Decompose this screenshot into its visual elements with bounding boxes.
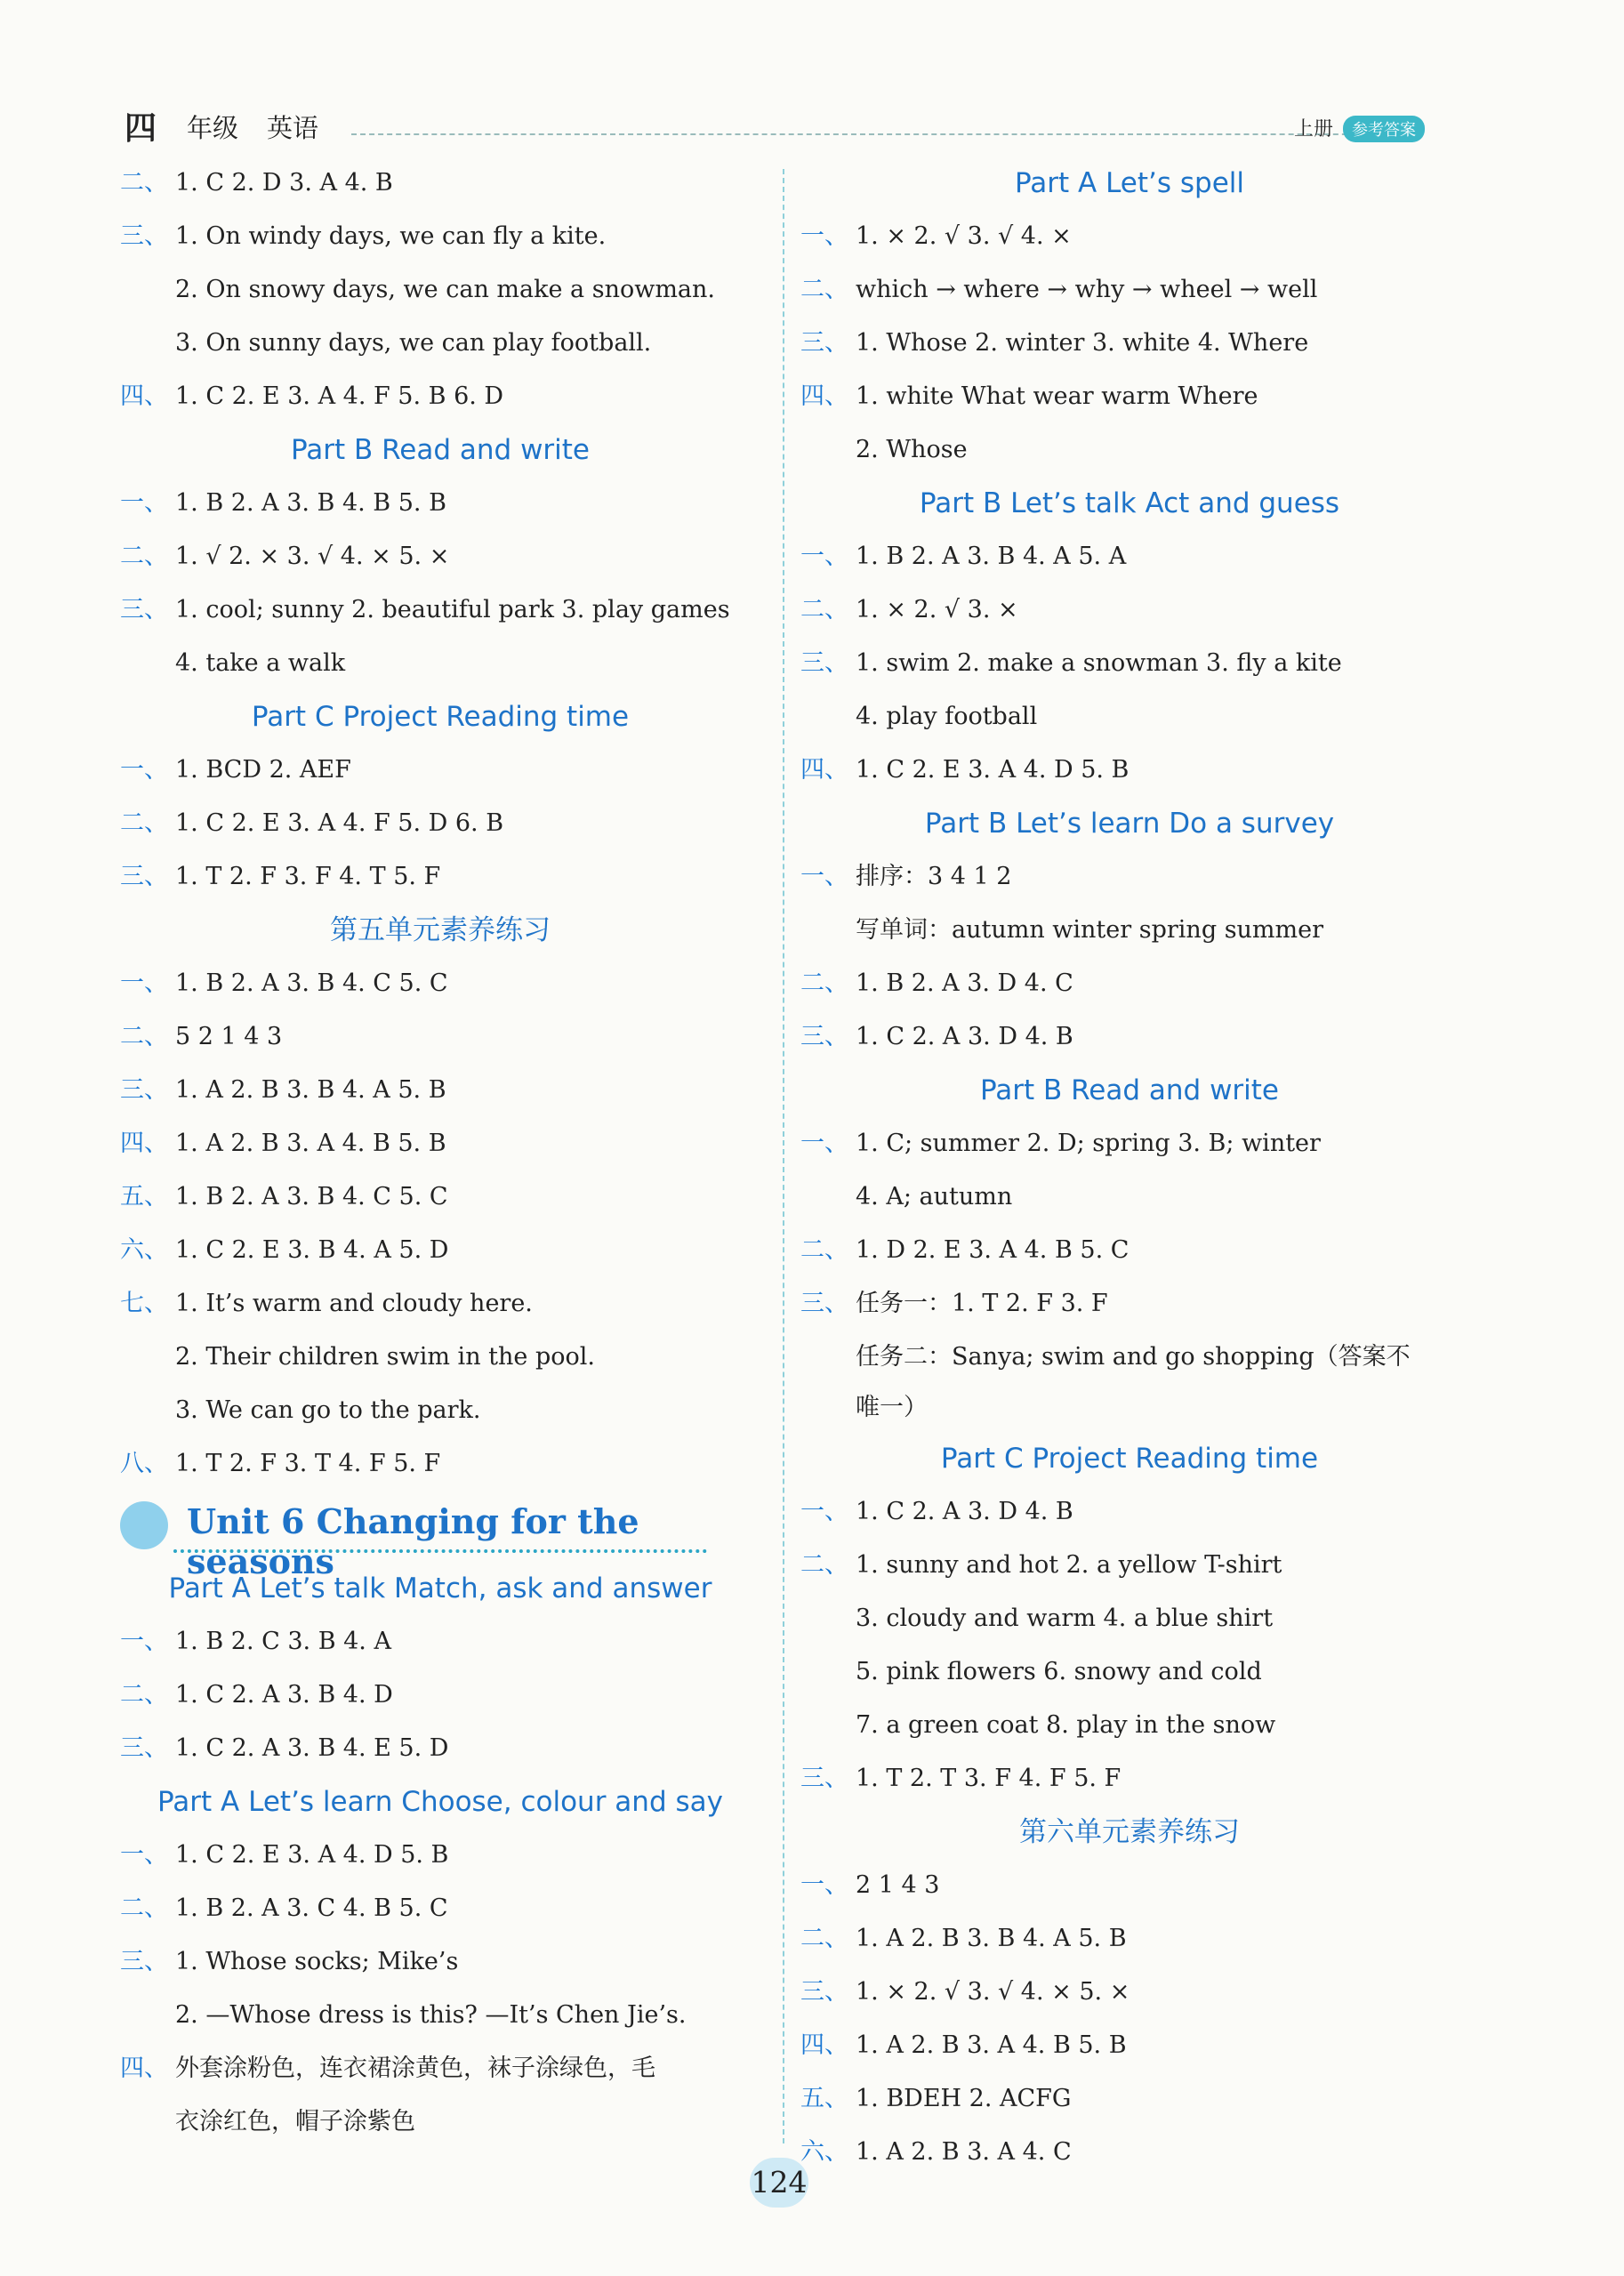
answer-row (800, 1752, 1459, 1806)
answer-text: 1. C 2. A 3. B 4. D (175, 1681, 393, 1709)
answer-row (800, 1277, 1459, 1331)
answer-row (800, 957, 1459, 1010)
answer-row (800, 210, 1459, 263)
answer-text: 1. cool; sunny 2. beautiful park 3. play games (175, 596, 730, 623)
answer-row (120, 1882, 760, 1935)
answer-text: 1. C 2. E 3. A 4. F 5. B 6. D (175, 382, 504, 410)
answer-text: 1. × 2. √ 3. × (856, 596, 1018, 623)
answer-continuation: 5. pink flowers 6. snowy and cold (856, 1658, 1262, 1685)
answer-text: 1. It’s warm and cloudy here. (175, 1290, 533, 1317)
question-number: 三、 (800, 1765, 848, 1792)
question-number: 二、 (800, 969, 848, 997)
answer-continuation: 4. A; autumn (856, 1183, 1013, 1210)
answer-text: 1. On windy days, we can fly a kite. (175, 222, 607, 250)
question-number: 二、 (120, 169, 168, 197)
unit-heading (120, 1491, 760, 1581)
question-number: 三、 (120, 1076, 168, 1104)
question-number: 二、 (120, 1023, 168, 1050)
section-heading: 第五单元素养练习 (330, 914, 551, 946)
answer-continuation: 唯一） (856, 1394, 928, 1421)
section-heading: Part C Project Reading time (251, 701, 630, 733)
answer-row (120, 1722, 760, 1775)
question-number: 三、 (120, 863, 168, 890)
page-number: 124 (750, 2158, 808, 2208)
answer-continuation: 3. We can go to the park. (175, 1396, 481, 1424)
answer-text: 外套涂粉色，连衣裙涂黄色，袜子涂绿色，毛 (175, 2055, 655, 2082)
answer-text: 5 2 1 4 3 (175, 1023, 283, 1050)
answer-continuation: 4. play football (856, 703, 1038, 730)
question-number: 二、 (120, 809, 168, 837)
answer-text: 1. A 2. B 3. A 4. C (856, 2138, 1072, 2166)
column-divider (783, 169, 784, 2143)
answer-row (120, 1117, 760, 1170)
answer-row (800, 1539, 1459, 1592)
answer-row (120, 157, 760, 210)
answer-text: 1. C 2. E 3. A 4. D 5. B (175, 1841, 449, 1869)
question-number: 四、 (120, 1130, 168, 1157)
question-number: 三、 (800, 1290, 848, 1317)
answer-continuation: 3. cloudy and warm 4. a blue shirt (856, 1604, 1274, 1632)
answer-text: 1. B 2. A 3. B 4. C 5. C (175, 969, 448, 997)
answer-text: 2 1 4 3 (856, 1871, 940, 1899)
section-heading: Part A Let’s learn Choose, colour and say (157, 1786, 723, 1818)
question-number: 五、 (120, 1183, 168, 1210)
answer-row (800, 1912, 1459, 1966)
answer-text: 1. sunny and hot 2. a yellow T-shirt (856, 1551, 1282, 1579)
answer-continuation: 2. —Whose dress is this? —It’s Chen Jie’s. (175, 2001, 687, 2029)
question-number: 三、 (800, 1978, 848, 2006)
question-number: 一、 (800, 1498, 848, 1525)
answer-row (800, 317, 1459, 370)
question-number: 三、 (120, 596, 168, 623)
answer-text: 1. C; summer 2. D; spring 3. B; winter (856, 1130, 1321, 1157)
question-number: 三、 (120, 222, 168, 250)
answer-text: 任务一：1. T 2. F 3. F (856, 1290, 1108, 1317)
unit-circle-icon (120, 1501, 168, 1549)
answer-text: 1. Whose 2. winter 3. white 4. Where (856, 329, 1309, 357)
header-rule (351, 133, 1383, 135)
answer-row (120, 744, 760, 797)
answer-text: 1. B 2. A 3. D 4. C (856, 969, 1073, 997)
question-number: 三、 (800, 1023, 848, 1050)
question-number: 一、 (120, 1841, 168, 1869)
answer-text: 1. C 2. E 3. B 4. A 5. D (175, 1236, 449, 1264)
question-number: 三、 (800, 329, 848, 357)
answer-row (120, 1224, 760, 1277)
answer-text: 1. B 2. A 3. B 4. A 5. A (856, 543, 1127, 570)
answer-row (120, 1615, 760, 1669)
section-heading: Part C Project Reading time (940, 1443, 1319, 1475)
unit-underline (173, 1549, 707, 1553)
question-number: 一、 (800, 543, 848, 570)
answer-row (800, 744, 1459, 797)
question-number: 三、 (120, 1734, 168, 1762)
question-number: 一、 (800, 222, 848, 250)
answer-row (120, 477, 760, 530)
question-number: 五、 (800, 2085, 848, 2112)
answer-text: 1. B 2. C 3. B 4. A (175, 1628, 391, 1655)
answer-continuation: 写单词：autumn winter spring summer (856, 916, 1324, 944)
section-heading: 第六单元素养练习 (1019, 1816, 1240, 1848)
answer-continuation: 2. Whose (856, 436, 968, 463)
answer-continuation: 2. On snowy days, we can make a snowman. (175, 276, 715, 303)
answer-row (120, 797, 760, 850)
answer-continuation: 任务二：Sanya; swim and go shopping（答案不 (856, 1343, 1411, 1371)
section-heading: Part A Let’s spell (1014, 167, 1245, 199)
answer-text: 1. C 2. D 3. A 4. B (175, 169, 393, 197)
grade-number: 四 (125, 109, 157, 147)
answer-text: 1. D 2. E 3. A 4. B 5. C (856, 1236, 1130, 1264)
right-column (800, 157, 1459, 2179)
answer-text: 1. A 2. B 3. A 4. B 5. B (856, 2031, 1127, 2059)
answer-row (120, 1170, 760, 1224)
question-number: 二、 (800, 276, 848, 303)
answer-text: 1. × 2. √ 3. √ 4. × (856, 222, 1072, 250)
answer-row (120, 583, 760, 637)
answer-row (800, 637, 1459, 690)
answer-text: 1. A 2. B 3. A 4. B 5. B (175, 1130, 446, 1157)
answer-text: 1. C 2. A 3. B 4. E 5. D (175, 1734, 449, 1762)
question-number: 四、 (120, 2055, 168, 2082)
question-number: 六、 (800, 2138, 848, 2166)
question-number: 二、 (120, 543, 168, 570)
unit-title: Unit 6 Changing for the seasons (187, 1501, 639, 1581)
answer-row (120, 370, 760, 423)
answer-row (120, 1277, 760, 1331)
question-number: 一、 (120, 969, 168, 997)
question-number: 二、 (800, 596, 848, 623)
answer-text: 1. BDEH 2. ACFG (856, 2085, 1072, 2112)
answer-row (120, 850, 760, 904)
answer-row (800, 1224, 1459, 1277)
answer-row (120, 2042, 760, 2095)
question-number: 一、 (800, 1871, 848, 1899)
answer-row (800, 2126, 1459, 2179)
answer-continuation: 4. take a walk (175, 649, 346, 677)
answer-row (800, 1859, 1459, 1912)
answer-text: 1. C 2. E 3. A 4. D 5. B (856, 756, 1130, 784)
answer-key-badge: 参考答案 (1343, 116, 1425, 142)
answer-continuation: 3. On sunny days, we can play football. (175, 329, 652, 357)
answer-row (120, 210, 760, 263)
section-heading: Part B Let’s learn Do a survey (924, 808, 1335, 840)
answer-text: 1. C 2. A 3. D 4. B (856, 1023, 1073, 1050)
answer-text: 1. swim 2. make a snowman 3. fly a kite (856, 649, 1342, 677)
answer-text: 1. √ 2. × 3. √ 4. × 5. × (175, 543, 450, 570)
question-number: 四、 (800, 2031, 848, 2059)
answer-row (800, 263, 1459, 317)
section-heading: Part A Let’s talk Match, ask and answer (168, 1572, 712, 1604)
answer-row (800, 2019, 1459, 2072)
question-number: 二、 (800, 1925, 848, 1952)
question-number: 二、 (120, 1681, 168, 1709)
answer-row (120, 1064, 760, 1117)
question-number: 二、 (800, 1236, 848, 1264)
answer-row (120, 1935, 760, 1989)
answer-continuation: 2. Their children swim in the pool. (175, 1343, 595, 1371)
answer-continuation: 衣涂红色，帽子涂紫色 (175, 2108, 415, 2135)
answer-text: 1. BCD 2. AEF (175, 756, 351, 784)
question-number: 四、 (800, 756, 848, 784)
answer-row (800, 1117, 1459, 1170)
question-number: 一、 (800, 1130, 848, 1157)
answer-text: 1. B 2. A 3. C 4. B 5. C (175, 1894, 448, 1922)
question-number: 一、 (120, 489, 168, 517)
answer-text: 1. × 2. √ 3. √ 4. × 5. × (856, 1978, 1130, 2006)
answer-continuation: 7. a green coat 8. play in the snow (856, 1711, 1276, 1739)
answer-text: 1. white What wear warm Where (856, 382, 1258, 410)
question-number: 八、 (120, 1450, 168, 1477)
answer-text: 1. T 2. F 3. F 4. T 5. F (175, 863, 441, 890)
answer-row (120, 1010, 760, 1064)
answer-text: 排序：3 4 1 2 (856, 863, 1012, 890)
answer-row (800, 1485, 1459, 1539)
question-number: 二、 (120, 1894, 168, 1922)
section-heading: Part B Read and write (979, 1074, 1280, 1106)
volume-label: 上册 (1294, 118, 1334, 141)
answer-row (800, 2072, 1459, 2126)
answer-text: 1. C 2. A 3. D 4. B (856, 1498, 1073, 1525)
answer-text: 1. Whose socks; Mike’s (175, 1948, 459, 1975)
answer-row (800, 583, 1459, 637)
section-heading: Part B Read and write (290, 434, 591, 466)
question-number: 二、 (800, 1551, 848, 1579)
question-number: 三、 (800, 649, 848, 677)
answer-row (800, 370, 1459, 423)
question-number: 三、 (120, 1948, 168, 1975)
grade-label: 年级 (187, 113, 239, 143)
question-number: 七、 (120, 1290, 168, 1317)
answer-text: 1. B 2. A 3. B 4. C 5. C (175, 1183, 448, 1210)
question-number: 六、 (120, 1236, 168, 1264)
section-heading: Part B Let’s talk Act and guess (919, 487, 1340, 519)
answer-text: 1. A 2. B 3. B 4. A 5. B (175, 1076, 446, 1104)
subject-label: 英语 (267, 113, 319, 143)
answer-row (800, 1010, 1459, 1064)
answer-row (800, 530, 1459, 583)
answer-row (120, 530, 760, 583)
answer-text: 1. T 2. F 3. T 4. F 5. F (175, 1450, 441, 1477)
answer-text: 1. C 2. E 3. A 4. F 5. D 6. B (175, 809, 504, 837)
left-column (120, 157, 760, 2149)
answer-row (120, 957, 760, 1010)
answer-text: 1. A 2. B 3. B 4. A 5. B (856, 1925, 1127, 1952)
question-number: 一、 (120, 756, 168, 784)
question-number: 一、 (800, 863, 848, 890)
answer-row (800, 850, 1459, 904)
question-number: 一、 (120, 1628, 168, 1655)
answer-row (120, 1829, 760, 1882)
question-number: 四、 (800, 382, 848, 410)
answer-row (120, 1669, 760, 1722)
answer-row (120, 1437, 760, 1491)
answer-text: 1. T 2. T 3. F 4. F 5. F (856, 1765, 1122, 1792)
page-header (125, 100, 1441, 153)
answer-row (800, 1966, 1459, 2019)
answer-text: which → where → why → wheel → well (856, 276, 1318, 303)
answer-text: 1. B 2. A 3. B 4. B 5. B (175, 489, 446, 517)
question-number: 四、 (120, 382, 168, 410)
